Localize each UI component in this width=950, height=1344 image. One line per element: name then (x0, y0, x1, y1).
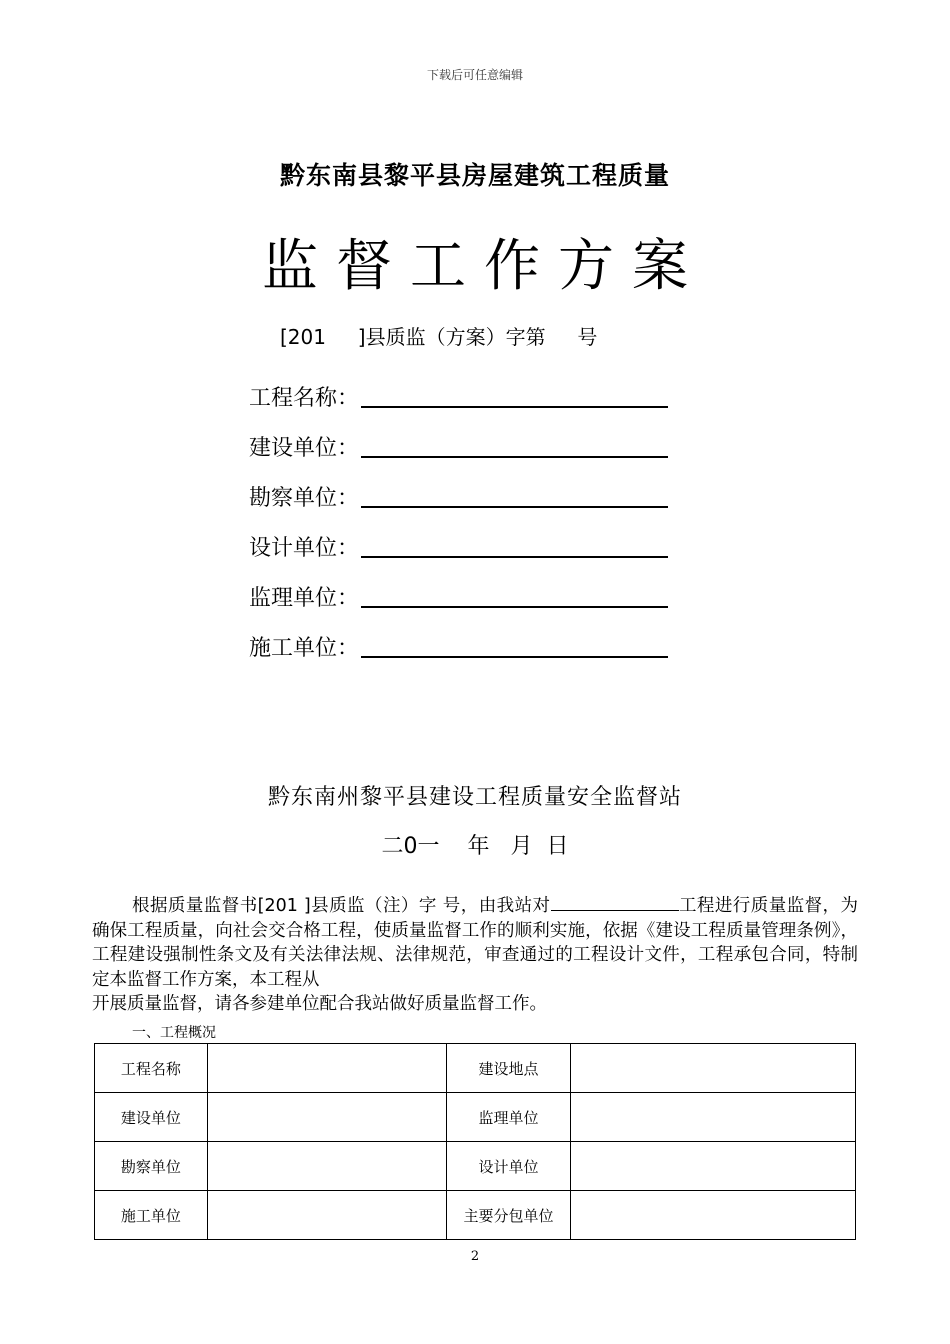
cell-label: 监理单位 (446, 1093, 571, 1142)
page-number: 2 (470, 1249, 480, 1264)
field-blank-line[interactable] (361, 405, 668, 408)
field-label: 监理单位： (249, 586, 360, 611)
field-construction-unit (249, 430, 668, 462)
cell-value[interactable] (207, 1093, 446, 1142)
table-row (95, 1191, 856, 1240)
field-blank-line[interactable] (361, 455, 668, 458)
project-name-blank[interactable] (551, 894, 679, 911)
cell-label: 施工单位 (95, 1191, 208, 1240)
field-design-unit (249, 530, 668, 562)
field-label: 建设单位： (249, 436, 360, 461)
cell-label: 勘察单位 (95, 1142, 208, 1191)
cell-value[interactable] (207, 1142, 446, 1191)
cell-label: 工程名称 (95, 1044, 208, 1093)
cell-label: 设计单位 (446, 1142, 571, 1191)
field-blank-line[interactable] (361, 555, 668, 558)
field-survey-unit (249, 480, 668, 512)
table-row (95, 1044, 856, 1093)
intro-paragraph (92, 894, 858, 1017)
field-label: 工程名称： (249, 386, 360, 411)
cell-value[interactable] (571, 1142, 856, 1191)
cell-value[interactable] (571, 1093, 856, 1142)
cell-value[interactable] (207, 1191, 446, 1240)
field-label: 设计单位： (249, 536, 360, 561)
issue-date: 二0一 年 月 日 (381, 834, 569, 859)
table-row (95, 1142, 856, 1191)
document-number: [201 ]县质监（方案）字第 号 (280, 325, 598, 349)
field-blank-line[interactable] (361, 505, 668, 508)
cell-label: 主要分包单位 (446, 1191, 571, 1240)
field-contractor-unit (249, 630, 668, 662)
field-supervision-unit (249, 580, 668, 612)
field-blank-line[interactable] (361, 655, 668, 658)
document-title-line2: 监督工作方案 (262, 234, 706, 299)
project-overview-table (94, 1043, 856, 1240)
paragraph-last-line: 开展质量监督，请各参建单位配合我站做好质量监督工作。 (92, 994, 547, 1014)
cell-value[interactable] (207, 1044, 446, 1093)
section-heading: 一、工程概况 (132, 1025, 216, 1041)
cell-value[interactable] (571, 1191, 856, 1240)
table-row (95, 1093, 856, 1142)
cell-value[interactable] (571, 1044, 856, 1093)
field-blank-line[interactable] (361, 605, 668, 608)
issuing-station: 黔东南州黎平县建设工程质量安全监督站 (267, 785, 682, 810)
field-label: 勘察单位： (249, 486, 360, 511)
page-header-note: 下载后可任意编辑 (426, 68, 523, 82)
cell-label: 建设地点 (446, 1044, 571, 1093)
field-label: 施工单位： (249, 636, 360, 661)
field-project-name (249, 380, 668, 412)
document-title-line1: 黔东南县黎平县房屋建筑工程质量 (279, 161, 670, 190)
cell-label: 建设单位 (95, 1093, 208, 1142)
paragraph-text: 根据质量监督书[201 ]县质监（注）字 号，由我站对 (132, 896, 551, 916)
paragraph-text: 工程进行质量监督，为确保工程质量，向社会交合格工程，使质量监督工作的顺利实施，依据《建设工程质量管理条例》，工程建设强制性条文及有关法律法规、法律规范，审查通过的工程设计文件，工程承包合同，特制定本监督工作方案，本工程从 (92, 896, 859, 990)
